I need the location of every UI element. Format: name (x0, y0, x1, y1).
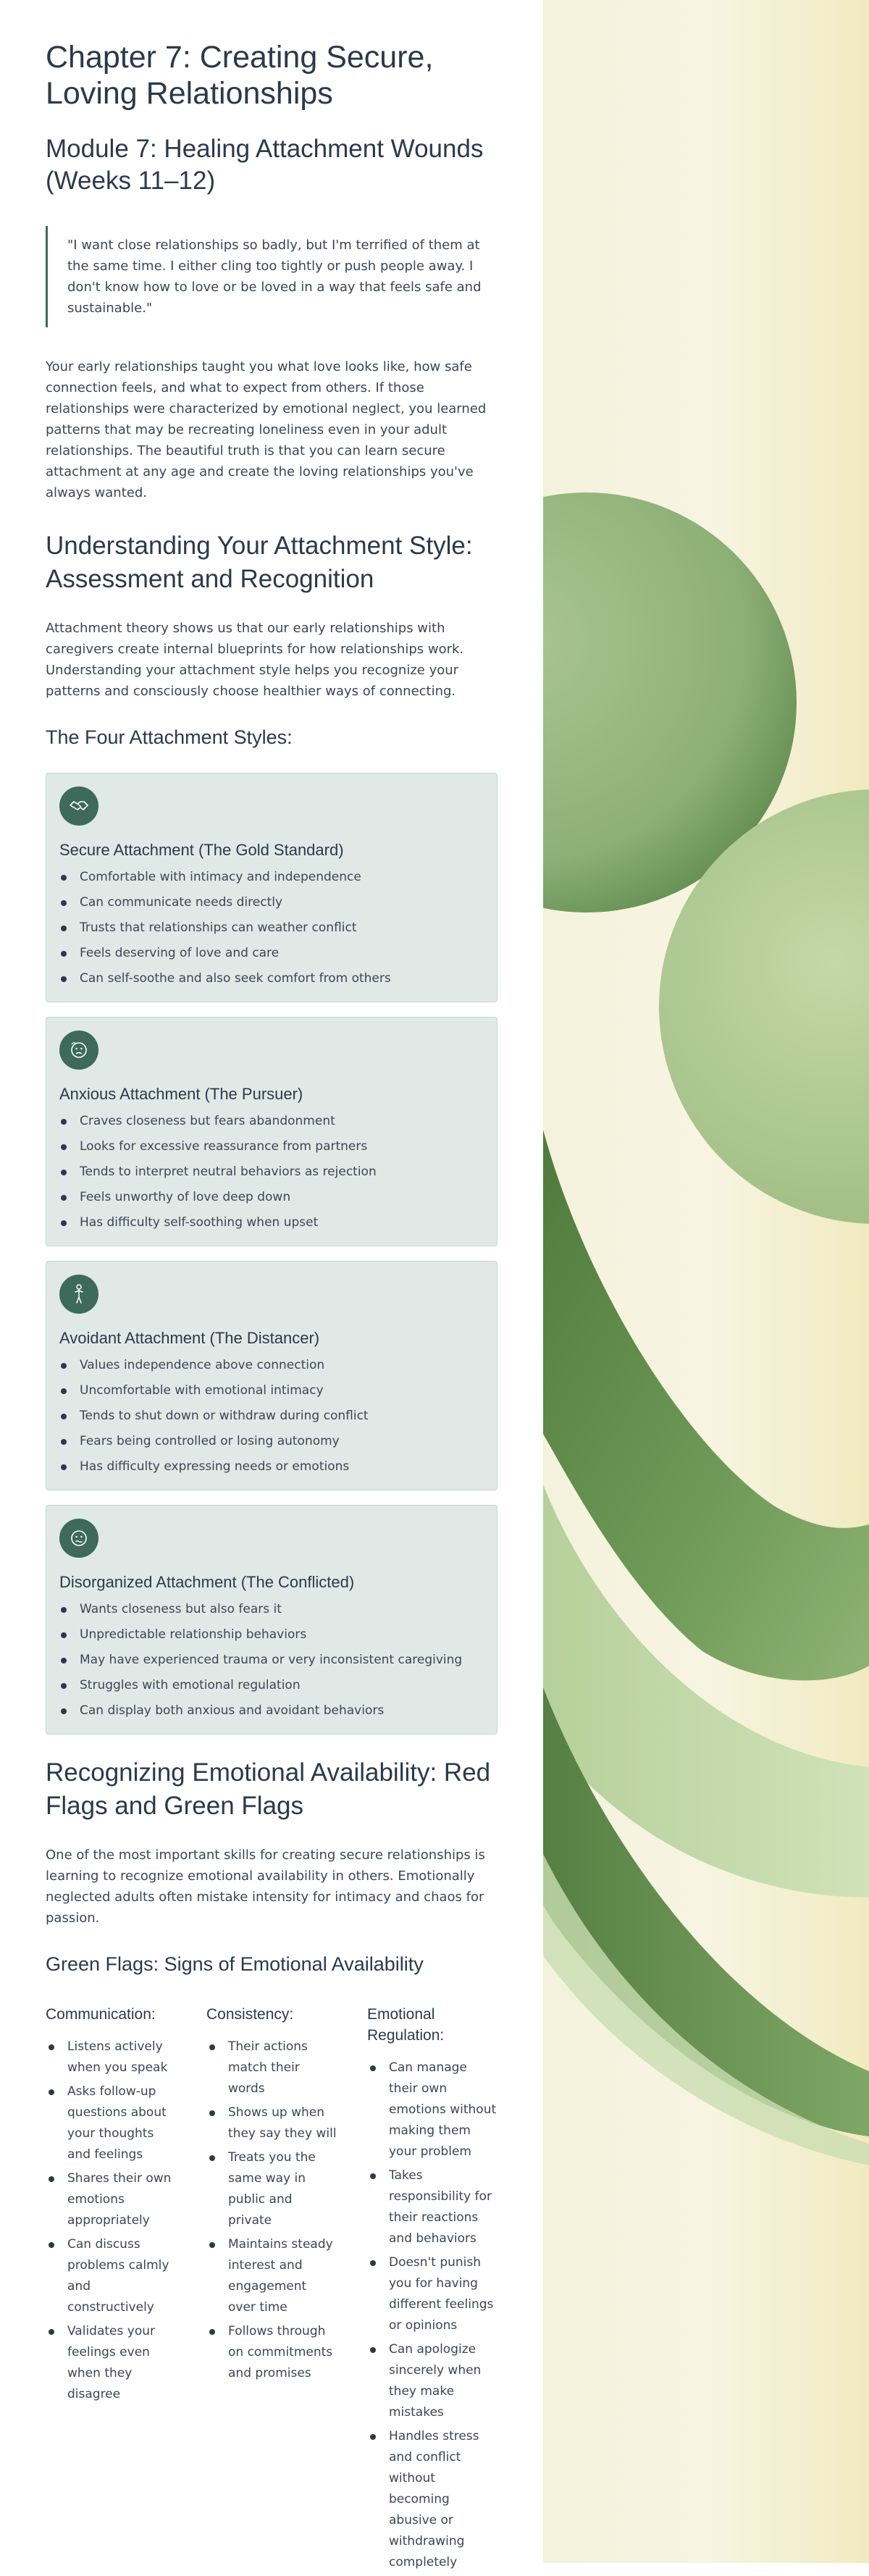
availability-paragraph: One of the most important skills for creating secure relationships is learning to recognize emotional availability in others. Emotionally neglected adults often mistake intensity for intimacy and chaos for passion. (46, 1847, 485, 1926)
flag-item: Can apologize sincerely when they make mistakes (367, 2339, 498, 2423)
trait-item: Tends to interpret neutral behaviors as rejection (59, 1159, 484, 1185)
trait-item: Comfortable with intimacy and independence (59, 865, 484, 890)
flag-list (367, 2057, 498, 2573)
green-flags-column-regulation (367, 2004, 498, 2576)
attachment-style-title: Avoidant Attachment (The Distancer) (59, 1329, 320, 1347)
green-flags-heading: Green Flags: Signs of Emotional Availability (46, 1953, 424, 1975)
decorative-artwork (543, 0, 869, 2563)
column-title: Consistency: (206, 2006, 294, 2023)
chapter-title: Chapter 7: Creating Secure, Loving Relationships (46, 40, 434, 111)
flag-item: Shares their own emotions appropriately (46, 2168, 176, 2231)
flag-item: Listens actively when you speak (46, 2036, 176, 2078)
trait-item: Feels unworthy of love deep down (59, 1185, 484, 1210)
confused-face-icon (59, 1519, 98, 1558)
trait-item: Can communicate needs directly (59, 890, 484, 915)
attachment-style-card-avoidant (46, 1261, 498, 1490)
abstract-green-shapes (543, 0, 869, 2563)
trait-item: Tends to shut down or withdraw during conflict (59, 1404, 484, 1429)
trait-item: Can display both anxious and avoidant behaviors (59, 1698, 484, 1724)
attachment-style-title: Disorganized Attachment (The Conflicted) (59, 1573, 355, 1591)
trait-item: Uncomfortable with emotional intimacy (59, 1378, 484, 1404)
trait-item: Trusts that relationships can weather conflict (59, 915, 484, 941)
trait-item: Has difficulty expressing needs or emotions (59, 1454, 484, 1480)
flag-list (206, 2036, 337, 2384)
green-flags-column-consistency (206, 2004, 337, 2576)
flag-item: Handles stress and conflict without becoming abusive or withdrawing completely (367, 2426, 498, 2573)
trait-item: May have experienced trauma or very inconsistent caregiving (59, 1648, 484, 1673)
flag-item: Can manage their own emotions without making them your problem (367, 2057, 498, 2162)
flag-item: Shows up when they say they will (206, 2102, 337, 2144)
flag-item: Maintains steady interest and engagement over time (206, 2234, 337, 2318)
attachment-style-title: Anxious Attachment (The Pursuer) (59, 1085, 303, 1103)
section-heading-availability: Recognizing Emotional Availability: Red Flags and Green Flags (46, 1758, 491, 1820)
anxious-face-icon (59, 1031, 98, 1070)
trait-item: Feels deserving of love and care (59, 941, 484, 966)
flag-item: Doesn't punish you for having different feelings or opinions (367, 2252, 498, 2336)
module-title: Module 7: Healing Attachment Wounds (Weeks 11–12) (46, 135, 484, 195)
attachment-style-card-anxious (46, 1017, 498, 1246)
green-flags-columns (46, 2004, 498, 2576)
attachment-paragraph: Attachment theory shows us that our early relationships with caregivers create internal blueprints for how relationships work. Understanding your attachment style helps you recognize your patterns and consciously choose healthier ways of connecting. (46, 621, 464, 699)
attachment-style-card-secure (46, 773, 498, 1002)
handshake-icon (59, 786, 98, 826)
flag-item: Can discuss problems calmly and constructively (46, 2234, 176, 2318)
trait-item: Values independence above connection (59, 1353, 484, 1378)
attachment-style-traits (59, 1109, 484, 1235)
attachment-style-title: Secure Attachment (The Gold Standard) (59, 841, 344, 859)
trait-item: Unpredictable relationship behaviors (59, 1622, 484, 1648)
attachment-style-traits (59, 865, 484, 991)
trait-item: Craves closeness but fears abandonment (59, 1109, 484, 1134)
attachment-styles-heading: The Four Attachment Styles: (46, 726, 293, 748)
flag-item: Treats you the same way in public and private (206, 2147, 337, 2231)
flag-item: Follows through on commitments and promises (206, 2321, 337, 2384)
flag-item: Their actions match their words (206, 2036, 337, 2099)
trait-item: Can self-soothe and also seek comfort from others (59, 966, 484, 991)
attachment-style-traits (59, 1353, 484, 1480)
attachment-style-traits (59, 1597, 484, 1724)
trait-item: Has difficulty self-soothing when upset (59, 1210, 484, 1235)
flag-item: Validates your feelings even when they disagree (46, 2321, 176, 2405)
trait-item: Struggles with emotional regulation (59, 1673, 484, 1698)
trait-item: Looks for excessive reassurance from partners (59, 1134, 484, 1159)
column-title: Emotional Regulation: (367, 2006, 445, 2044)
flag-item: Takes responsibility for their reactions and behaviors (367, 2165, 498, 2249)
attachment-style-card-disorganized (46, 1505, 498, 1734)
trait-item: Fears being controlled or losing autonomy (59, 1429, 484, 1454)
opening-quote: "I want close relationships so badly, but I'm terrified of them at the same time. I either cling too tightly or push people away. I don't know how to love or be loved in a way that feels safe and sustainable." (46, 226, 498, 327)
green-flags-column-communication (46, 2004, 176, 2576)
intro-paragraph: Your early relationships taught you what love looks like, how safe connection feels, and what to expect from others. If those relationships were characterized by emotional neglect, you learned patterns that may be recreating loneliness even in your adult relationships. The beautiful truth is that you can learn secure attachment at any age and create the loving relationships you've always wanted. (46, 359, 487, 500)
column-title: Communication: (46, 2006, 156, 2023)
flag-item: Asks follow-up questions about your thoughts and feelings (46, 2081, 176, 2165)
standing-person-icon (59, 1275, 98, 1314)
trait-item: Wants closeness but also fears it (59, 1597, 484, 1622)
section-heading-attachment: Understanding Your Attachment Style: Assessment and Recognition (46, 532, 473, 593)
flag-list (46, 2036, 176, 2405)
